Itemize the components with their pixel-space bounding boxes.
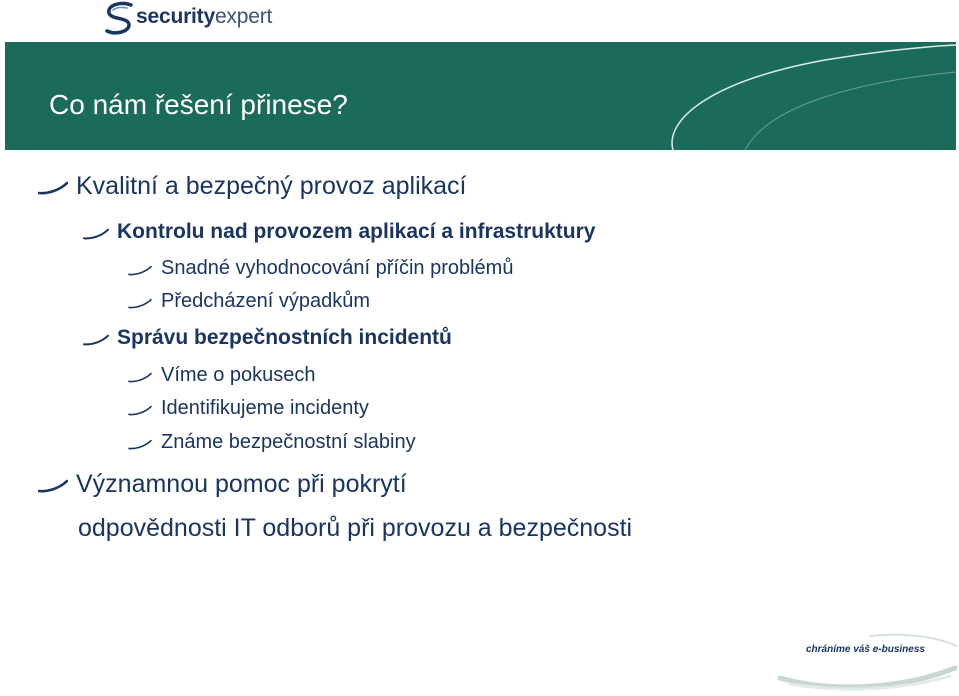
bullet-text: Předcházení výpadkům <box>161 290 371 312</box>
bullet-item-level-1 <box>0 172 959 212</box>
footer-tagline <box>770 628 959 696</box>
bullet-text: Identifikujeme incidenty <box>161 397 369 419</box>
swoosh-bullet-icon <box>82 228 110 240</box>
swoosh-bullet-icon <box>82 334 110 346</box>
bullet-text: Víme o pokusech <box>161 364 316 386</box>
bullet-item-level-0 <box>0 514 959 554</box>
bullet-text: Významnou pomoc při pokrytí <box>76 470 407 498</box>
swoosh-bullet-icon <box>127 265 153 276</box>
bullet-text: Snadné vyhodnocování příčin problémů <box>161 257 514 279</box>
swoosh-bullet-icon <box>127 298 153 309</box>
logo-brand-light: expert <box>214 5 273 28</box>
swoosh-bullet-icon <box>127 372 153 383</box>
bullet-text: Kvalitní a bezpečný provoz aplikací <box>76 172 467 200</box>
bullet-item-level-3 <box>0 290 959 330</box>
tagline-swoosh-icon <box>770 628 959 696</box>
bullet-item-level-2 <box>0 220 959 260</box>
bullet-text: Kontrolu nad provozem aplikací a infrastruktury <box>117 220 596 243</box>
bullet-item-level-1 <box>0 470 959 510</box>
swoosh-bullet-icon <box>38 181 68 195</box>
swoosh-bullet-icon <box>127 405 153 416</box>
logo-brand-bold: security <box>136 5 215 28</box>
slide-title: Co nám řešení přinese? <box>49 89 348 120</box>
bullet-item-level-2 <box>0 326 959 366</box>
swoosh-bullet-icon <box>127 439 153 450</box>
bullet-text: Známe bezpečnostní slabiny <box>161 431 416 453</box>
bullet-text: odpovědnosti IT odborů při provozu a bezpečnosti <box>78 514 633 542</box>
bullet-item-level-3 <box>0 431 959 471</box>
tagline-text: chráníme váš e-business <box>806 644 925 655</box>
bullet-text: Správu bezpečnostních incidentů <box>117 326 452 349</box>
swoosh-bullet-icon <box>38 479 68 493</box>
